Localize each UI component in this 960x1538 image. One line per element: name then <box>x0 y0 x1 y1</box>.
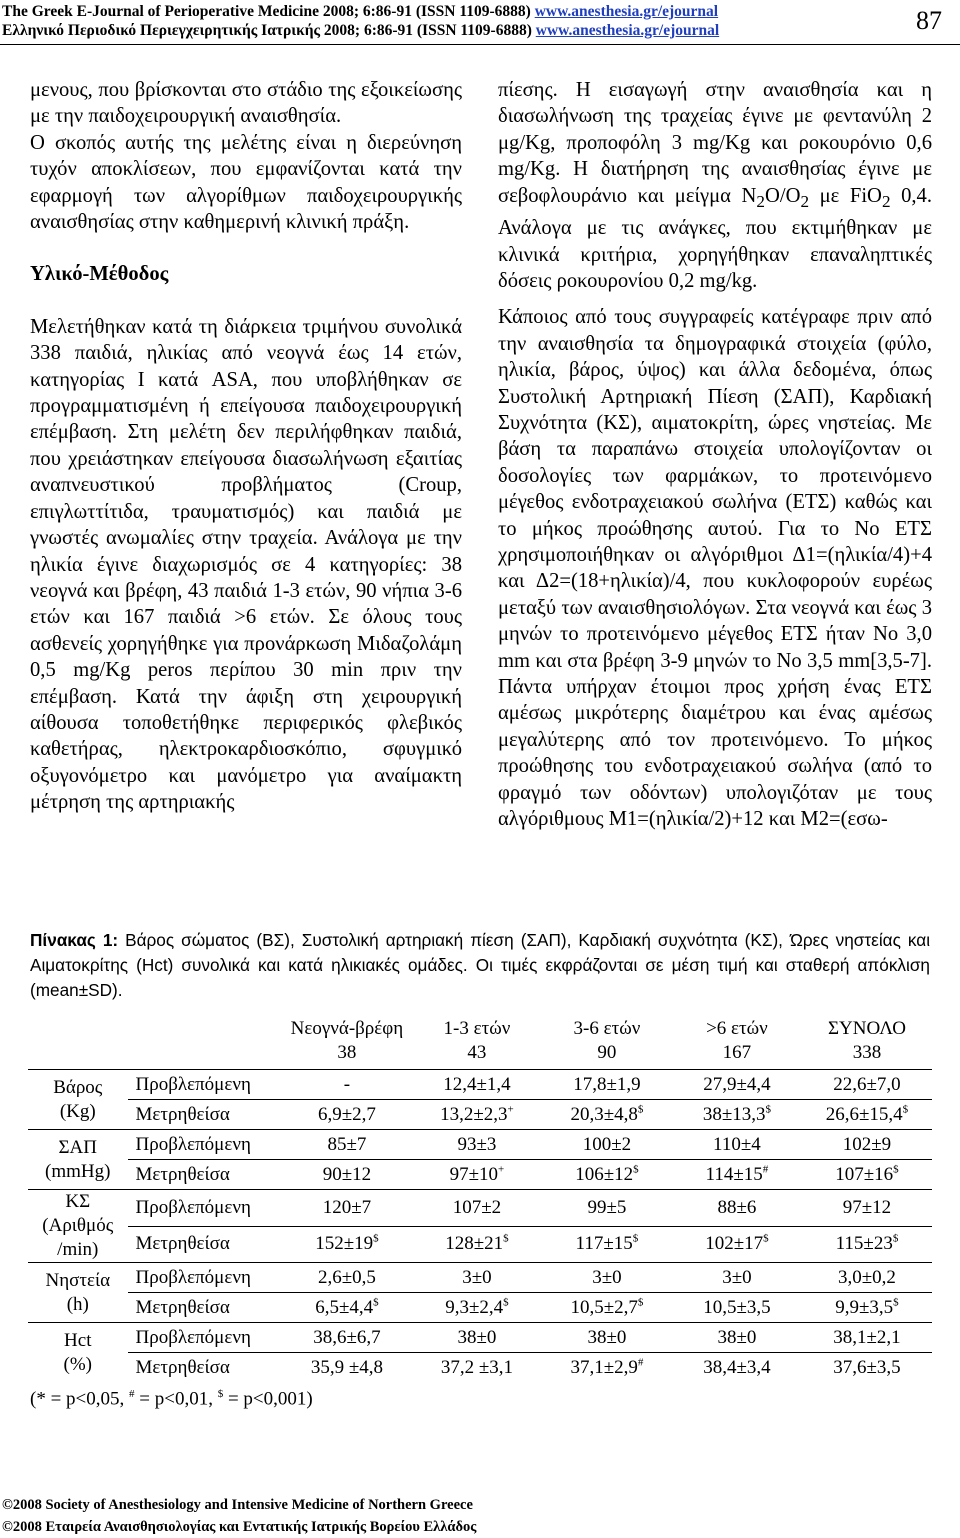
significance-marker: # <box>637 1356 644 1369</box>
table-cell: 12,4±1,4 <box>412 1070 542 1100</box>
significance-marker: + <box>507 1103 514 1116</box>
table-row <box>28 1100 932 1130</box>
table-cell: 107±2 <box>412 1190 542 1227</box>
row-type-label: Μετρηθείσα <box>128 1293 282 1323</box>
table-cell: 35,9 ±4,8 <box>282 1353 412 1383</box>
table-cell: 2,6±0,5 <box>282 1263 412 1293</box>
significance-marker: $ <box>892 1232 899 1245</box>
table-cell: 38±13,3$ <box>672 1100 802 1130</box>
table-row <box>28 1323 932 1353</box>
table-cell: 85±7 <box>282 1130 412 1160</box>
row-type-label: Προβλεπόμενη <box>128 1130 282 1160</box>
column-header-name: ΣΥΝΟΛΟ <box>827 1018 906 1039</box>
table-cell: 20,3±4,8$ <box>542 1100 672 1130</box>
header-english-text: The Greek E-Journal of Perioperative Medicine 2008; 6:86-91 (ISSN 1109-6888) <box>2 3 535 20</box>
column-header <box>672 1013 802 1070</box>
table-cell: 110±4 <box>672 1130 802 1160</box>
paragraph-anesthesia-induction: πίεσης. Η εισαγωγή στην αναισθησία και η διασωλήνωση της τραχείας έγινε με φεντανύλη 2 μg/Kg, προποφόλη 3 mg/Kg και ροκουρόνιο 0,6 mg/Kg. Η διατήρηση της αναισθησίας έγινε με σεβοφλουράνιο και μείγμα $N_2O/O_2$ με FiO$_2$ 0,4. Ανάλογα με τις ανάγκες, που εκτιμήθηκαν με κλινικά κριτήρια, χορηγήθηκαν επαναληπτικές δόσεις ροκουρονίου 0,2 mg/kg. <box>498 79 932 292</box>
significance-marker: $ <box>373 1232 379 1245</box>
row-group-label: ΚΣ (Αριθμός /min) <box>28 1190 128 1263</box>
significance-marker: $ <box>633 1163 639 1176</box>
table-row <box>28 1293 932 1323</box>
table-cell: 3,0±0,2 <box>802 1263 932 1293</box>
table-row <box>28 1226 932 1263</box>
significance-marker: + <box>498 1163 505 1176</box>
table-cell: 38,1±2,1 <box>802 1323 932 1353</box>
row-type-label: Μετρηθείσα <box>128 1226 282 1263</box>
table-cell: 102±17$ <box>672 1226 802 1263</box>
table-row <box>28 1353 932 1383</box>
table-cell: 38±0 <box>672 1323 802 1353</box>
table-cell: 38±0 <box>542 1323 672 1353</box>
table-cell: 10,5±2,7$ <box>542 1293 672 1323</box>
table-cell: 99±5 <box>542 1190 672 1227</box>
table-footnote: (* = p<0,05, # = p<0,01, $ = p<0,001) <box>30 1388 313 1410</box>
table-cell: 102±9 <box>802 1130 932 1160</box>
table-cell: 13,2±2,3+ <box>412 1100 542 1130</box>
table-caption-label: Πίνακας 1: <box>30 930 119 950</box>
column-header-count: 167 <box>722 1042 752 1063</box>
table-cell: 100±2 <box>542 1130 672 1160</box>
table-cell: 26,6±15,4$ <box>802 1100 932 1130</box>
row-type-label: Προβλεπόμενη <box>128 1323 282 1353</box>
table-cell: 128±21$ <box>412 1226 542 1263</box>
table-cell: 3±0 <box>542 1263 672 1293</box>
row-group-label: Hct (%) <box>28 1323 128 1383</box>
header-greek-text: Ελληνικό Περιοδικό Περιεγχειρητικής Ιατρικής 2008; 6:86-91 (ISSN 1109-6888) <box>2 22 536 39</box>
right-column <box>498 77 932 832</box>
section-heading-methods: Υλικό-Μέθοδος <box>30 263 169 286</box>
significance-marker: $ <box>893 1163 899 1176</box>
significance-marker: $ <box>637 1296 644 1309</box>
table-cell: 120±7 <box>282 1190 412 1227</box>
table-cell: 115±23$ <box>802 1226 932 1263</box>
header-line-greek <box>2 22 719 40</box>
column-header-count: 90 <box>597 1042 617 1063</box>
row-type-label: Μετρηθείσα <box>128 1160 282 1190</box>
table-cell: 38,6±6,7 <box>282 1323 412 1353</box>
table-cell: 9,9±3,5$ <box>802 1293 932 1323</box>
header-divider <box>0 44 960 45</box>
table-cell: 152±19$ <box>282 1226 412 1263</box>
copyright-english: ©2008 Society of Anesthesiology and Intensive Medicine of Northern Greece <box>2 1497 473 1513</box>
journal-header <box>0 0 960 44</box>
journal-url-link-greek[interactable]: www.anesthesia.gr/ejournal <box>535 22 720 39</box>
table-cell: 3±0 <box>412 1263 542 1293</box>
table-cell: 97±12 <box>802 1190 932 1227</box>
table-cell: 37,1±2,9# <box>542 1353 672 1383</box>
paragraph-methods: Μελετήθηκαν κατά τη διάρκεια τριμήνου συνολικά 338 παιδιά, ηλικίας από νεογνά έως 14 ετών, κατηγορίας Ι κατά ASA, που υποβλήθηκαν σε προγραμματισμένη ή επείγουσα παιδοχειρουργική επέμβαση. Στη μελέτη δεν περιλήφθηκαν παιδιά, που χρειάστηκαν επείγουσα διασωλήνωση εξαιτίας αναπνευστικού προβλήματος (Croup, επιγλωττίτιδα, τραυματισμός) και παιδιά με γνωστές ανωμαλίες στην τραχεία. Ανάλογα με την ηλικία έγινε διαχωρισμός σε 4 κατηγορίες: 38 νεογνά και βρέφη, 43 παιδιά 1-3 ετών, 90 νήπια 3-6 ετών και 167 παιδιά >6 ετών. Σε όλους τους ασθενείς χορηγήθηκε για προνάρκωση Μιδαζολάμη 0,5 mg/Kg peros περίπου 30 min πριν την επέμβαση. Κατά την άφιξη στη χειρουργική αίθουσα τοποθετήθηκε περιφερικός φλεβικός καθετήρας, ηλεκτροκαρδιοσκόπιο, σφυγμικό οξυγονόμετρο και μανόμετρο για αναίμακτη μέτρηση της αρτηριακής <box>30 315 462 814</box>
paragraph-data-collection: Κάποιος από τους συγγραφείς κατέγραφε πριν από την αναισθησία τα δημογραφικά στοιχεία (φύλο, ηλικία, βάρος, ύψος) και άλλα δεδομένα, όπως Συστολική Αρτηριακή Πίεση (ΣΑΠ), Καρδιακή Συχνότητα (ΚΣ), αιματοκρίτη, ώρες νηστείας. Με βάση τα παραπάνω στοιχεία υπολογίζονταν οι δοσολογίες των φαρμάκων, το προτεινόμενο μέγεθος ενδοτραχειακού σωλήνα (ΕΤΣ) καθώς και το μήκος προώθησης αυτού. Για το Νο ΕΤΣ χρησιμοποιήθηκαν οι αλγόριθμοι Δ1=(ηλικία/4)+4 και Δ2=(18+ηλικία)/4, που κυκλοφορούν ευρέως μεταξύ των αναισθησιολόγων. Στα νεογνά και έως 3 μηνών το προτεινόμενο μέγεθος ΕΤΣ ήταν Νο 3,0 mm και στα βρέφη 3-9 μηνών το Νο 3,5 mm[3,5-7]. Πάντα υπήρχαν έτοιμοι προς χρήση ένας ΕΤΣ αμέσως μικρότερης διαμέτρου και ένας αμέσως μεγαλύτερης από τον προτεινόμενο. Το μήκος προώθησης του ενδοτραχειακού σωλήνα (από το φραγμό των οδόντων) υπολογιζόταν με τους αλγόριθμους Μ1=(ηλικία/2)+12 και Μ2=(εσω- <box>498 306 932 831</box>
row-type-label: Μετρηθείσα <box>128 1100 282 1130</box>
table-cell: 17,8±1,9 <box>542 1070 672 1100</box>
row-type-label: Προβλεπόμενη <box>128 1070 282 1100</box>
table-cell: 6,9±2,7 <box>282 1100 412 1130</box>
results-table <box>28 1013 932 1382</box>
table-cell: 37,2 ±3,1 <box>412 1353 542 1383</box>
significance-marker: $ <box>765 1103 772 1116</box>
copyright-footer <box>2 1494 476 1538</box>
page-number: 87 <box>916 6 942 35</box>
table-header-row <box>28 1013 932 1070</box>
paragraph-intro-end: μενους, που βρίσκονται στο στάδιο της εξοικείωσης με την παιδοχειρουργική αναισθησία. <box>30 79 462 128</box>
column-header <box>282 1013 412 1070</box>
table-cell: - <box>282 1070 412 1100</box>
significance-marker: # <box>762 1163 769 1176</box>
row-group-label: Νηστεία (h) <box>28 1263 128 1323</box>
journal-url-link[interactable]: www.anesthesia.gr/ejournal <box>534 3 719 20</box>
significance-marker: $ <box>763 1232 769 1245</box>
column-header-name: Νεογνά-βρέφη <box>290 1018 404 1039</box>
column-header <box>412 1013 542 1070</box>
row-type-label: Μετρηθείσα <box>128 1353 282 1383</box>
table-row <box>28 1160 932 1190</box>
row-group-label: ΣΑΠ (mmHg) <box>28 1130 128 1190</box>
column-header-name: >6 ετών <box>706 1018 768 1039</box>
table-cell: 9,3±2,4$ <box>412 1293 542 1323</box>
paragraph-aim: Ο σκοπός αυτής της μελέτης είναι η διερεύνηση τυχόν αποκλίσεων, που εμφανίζονται κατά την εφαρμογή των αλγορίθμων παιδοχειρουργικής αναισθησίας στην καθημερινή κλινική πράξη. <box>30 131 462 234</box>
table-cell: 6,5±4,4$ <box>282 1293 412 1323</box>
table-cell: 38±0 <box>412 1323 542 1353</box>
column-header-count: 338 <box>852 1042 882 1063</box>
table-cell: 117±15$ <box>542 1226 672 1263</box>
table-cell: 10,5±3,5 <box>672 1293 802 1323</box>
table-row <box>28 1070 932 1100</box>
table-cell: 38,4±3,4 <box>672 1353 802 1383</box>
table-cell: 97±10+ <box>412 1160 542 1190</box>
significance-marker: $ <box>902 1103 909 1116</box>
row-group-label: Βάρος (Kg) <box>28 1070 128 1130</box>
table-row <box>28 1130 932 1160</box>
table-cell: 93±3 <box>412 1130 542 1160</box>
table-cell: 27,9±4,4 <box>672 1070 802 1100</box>
copyright-greek: ©2008 Εταιρεία Αναισθησιολογίας και Εντατικής Ιατρικής Βορείου Ελλάδος <box>2 1519 477 1535</box>
significance-marker: $ <box>637 1103 644 1116</box>
table-cell: 3±0 <box>672 1263 802 1293</box>
table-row <box>28 1263 932 1293</box>
significance-marker: $ <box>503 1232 509 1245</box>
row-type-label: Προβλεπόμενη <box>128 1190 282 1227</box>
table-caption <box>30 928 930 1003</box>
significance-marker: $ <box>632 1232 639 1245</box>
table-cell: 106±12$ <box>542 1160 672 1190</box>
table-cell: 90±12 <box>282 1160 412 1190</box>
column-header <box>542 1013 672 1070</box>
column-header-name: 1-3 ετών <box>443 1018 511 1039</box>
table-cell: 37,6±3,5 <box>802 1353 932 1383</box>
column-header-count: 43 <box>467 1042 487 1063</box>
table-cell: 107±16$ <box>802 1160 932 1190</box>
table-row <box>28 1190 932 1227</box>
table-cell: 22,6±7,0 <box>802 1070 932 1100</box>
significance-marker: $ <box>503 1296 509 1309</box>
header-line-english <box>2 3 718 21</box>
significance-marker: $ <box>893 1296 899 1309</box>
table-caption-text: Βάρος σώματος (ΒΣ), Συστολική αρτηριακή πίεση (ΣΑΠ), Καρδιακή συχνότητα (ΚΣ), Ώρες νηστείας και Αιματοκρίτης (Hct) συνολικά και κατά ηλικιακές ομάδες. Οι τιμές εκφράζονται σε μέση τιμή και σταθερή απόκλιση (mean±SD). <box>30 930 931 1000</box>
table-cell: 88±6 <box>672 1190 802 1227</box>
table-cell: 114±15# <box>672 1160 802 1190</box>
significance-marker: $ <box>373 1296 379 1309</box>
column-header <box>802 1013 932 1070</box>
column-header-count: 38 <box>337 1042 357 1063</box>
row-type-label: Προβλεπόμενη <box>128 1263 282 1293</box>
column-header-name: 3-6 ετών <box>573 1018 641 1039</box>
left-column <box>30 77 462 816</box>
